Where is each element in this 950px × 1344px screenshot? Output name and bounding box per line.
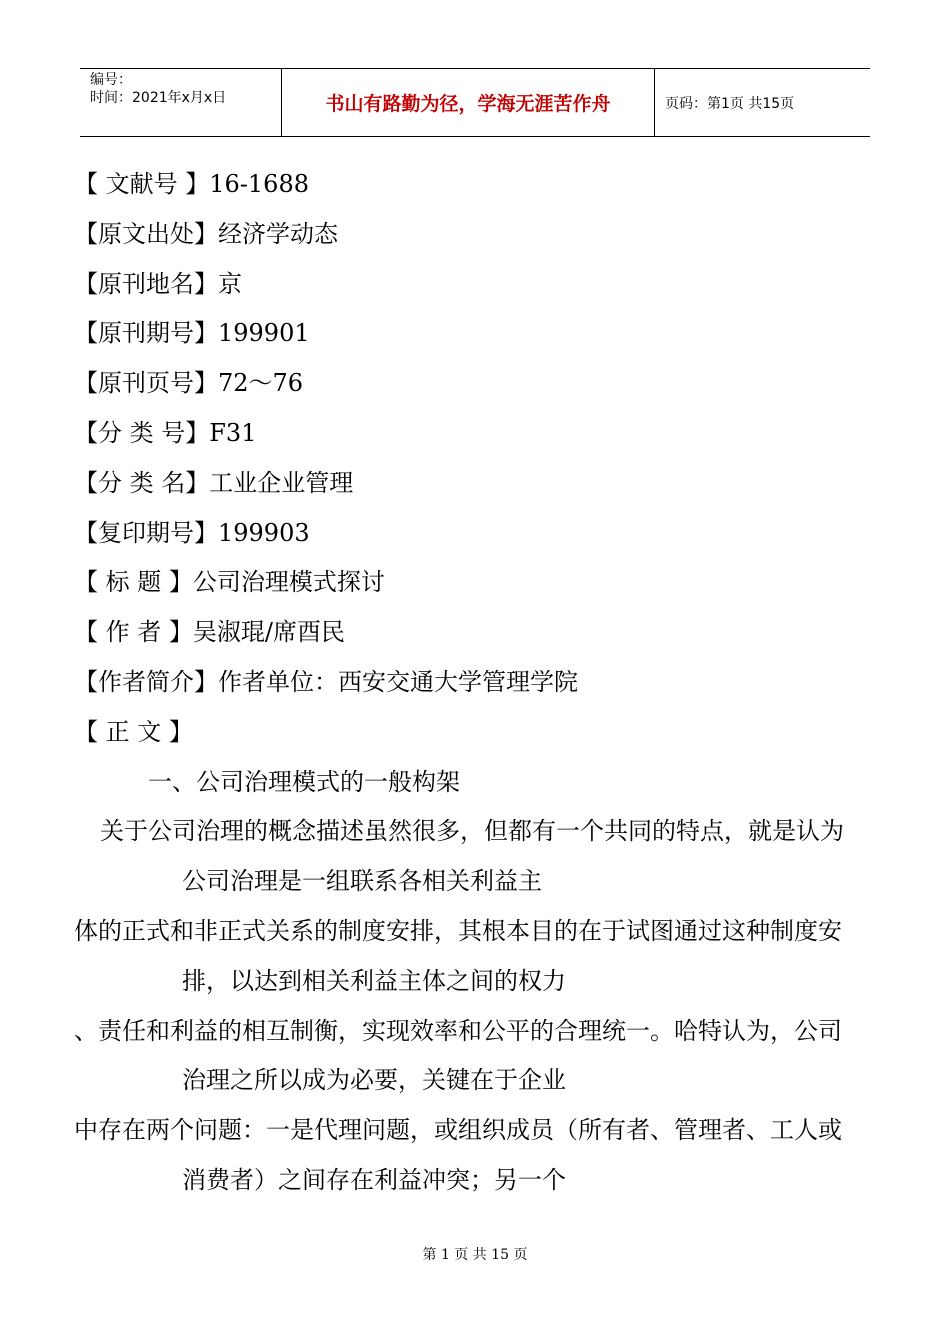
meta-label: 【 文献号 】 [74, 170, 210, 198]
meta-value: 199903 [218, 518, 310, 547]
meta-row-pages [74, 359, 906, 409]
body-line: 关于公司治理的概念描述虽然很多，但都有一个共同的特点，就是认为 [100, 817, 844, 846]
meta-row-class-code [74, 409, 906, 459]
body-line: 体的正式和非正式关系的制度安排，其根本目的在于试图通过这种制度安 [74, 916, 842, 945]
meta-value: 京 [218, 269, 242, 298]
number-label: 编号： [90, 72, 132, 88]
meta-value: F31 [209, 418, 257, 447]
meta-value: 72～76 [218, 369, 304, 398]
meta-row-place [74, 260, 906, 310]
meta-row-title [74, 558, 906, 608]
body-line: 中存在两个问题：一是代理问题，或组织成员（所有者、管理者、工人或 [74, 1116, 842, 1145]
header-motto: 书山有路勤为径，学海无涯苦作舟 [282, 69, 655, 136]
meta-row-author-bio [74, 658, 906, 708]
meta-label: 【 正 文 】 [74, 717, 193, 746]
meta-value: 公司治理模式探讨 [192, 568, 385, 597]
meta-label: 【 作 者 】 [74, 618, 193, 647]
meta-label: 【原刊页号】 [74, 369, 218, 398]
time-label: 时间：2021年x月x日 [90, 90, 227, 106]
header-page-info: 页码：第1页 共15页 [665, 95, 795, 112]
meta-value: 16-1688 [209, 170, 309, 198]
page-header [80, 68, 870, 137]
meta-value: 作者单位：西安交通大学管理学院 [218, 667, 578, 696]
meta-label: 【复印期号】 [74, 518, 218, 547]
meta-value: 吴淑琨/席酉民 [192, 618, 345, 647]
meta-label: 【原刊期号】 [74, 319, 218, 348]
body-line: 、责任和利益的相互制衡，实现效率和公平的合理统一。哈特认为，公司 [74, 1016, 842, 1045]
body-line: 公司治理是一组联系各相关利益主 [182, 867, 542, 896]
body-line: 治理之所以成为必要，关键在于企业 [182, 1066, 566, 1095]
meta-label: 【分 类 号】 [74, 418, 210, 447]
meta-label: 【原刊地名】 [74, 269, 218, 298]
meta-row-doc-number [74, 160, 906, 210]
meta-value: 工业企业管理 [209, 468, 354, 497]
meta-label: 【 标 题 】 [74, 568, 193, 597]
document-content [74, 160, 906, 1206]
meta-row-issue [74, 309, 906, 359]
meta-row-reprint-issue [74, 509, 906, 559]
meta-row-author [74, 608, 906, 658]
meta-row-body-heading [74, 708, 906, 758]
meta-value: 199901 [218, 319, 310, 348]
body-line: 消费者）之间存在利益冲突；另一个 [182, 1165, 566, 1194]
meta-row-source [74, 210, 906, 260]
meta-row-class-name [74, 459, 906, 509]
page-footer: 第 1 页 共 15 页 [422, 1247, 528, 1263]
meta-label: 【作者简介】 [74, 667, 218, 696]
meta-label: 【分 类 名】 [74, 468, 210, 497]
header-info-cell [80, 69, 282, 136]
section-title: 一、公司治理模式的一般构架 [148, 767, 460, 796]
body-line: 排，以达到相关利益主体之间的权力 [182, 966, 566, 995]
meta-label: 【原文出处】 [74, 219, 218, 248]
meta-value: 经济学动态 [218, 219, 338, 248]
